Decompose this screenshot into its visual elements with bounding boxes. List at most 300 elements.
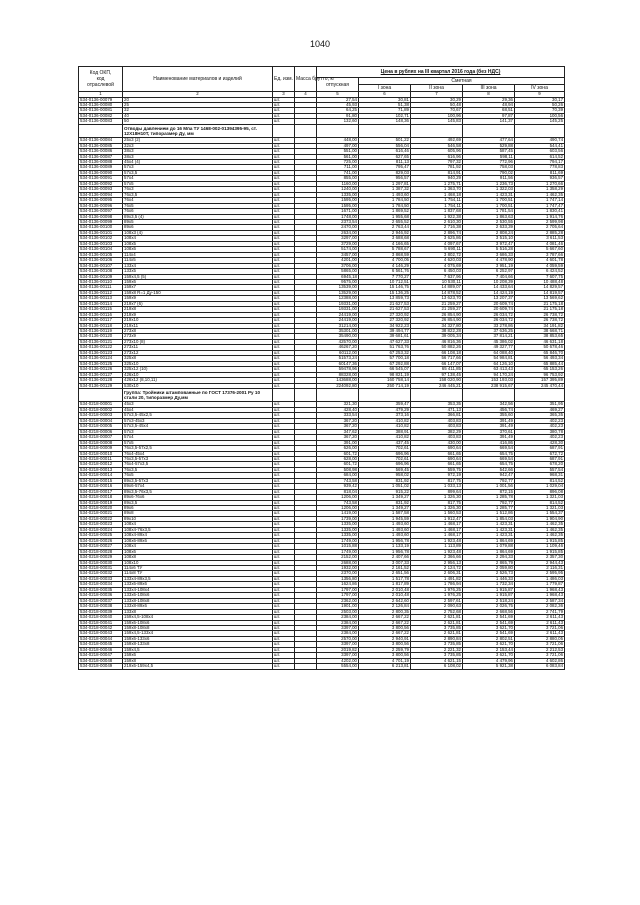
price-zone-cell: 7 637,96 — [411, 274, 463, 279]
code-cell: 534-0218-00028 — [79, 549, 123, 554]
code-cell: 534-0136-00109 — [79, 274, 123, 279]
price-zone-cell: 2 642,60 — [359, 598, 411, 603]
code-cell: 534-0218-00027 — [79, 544, 123, 549]
price-zone-cell: 38 668,71 — [515, 329, 565, 334]
price-zone-cell: 781,92 — [411, 165, 463, 170]
price-zone-cell: 605,96 — [411, 149, 463, 154]
price-zone-cell: 46 816,36 — [411, 339, 463, 344]
price-zone-cell: 65 885,44 — [515, 361, 565, 366]
price-zone-cell: 3 621,70 — [463, 642, 515, 647]
price-zone-cell: 246 445,21 — [411, 383, 463, 388]
code-cell: 534-0218-00040 — [79, 615, 123, 620]
price-zone-cell: 3 688,68 — [359, 236, 411, 241]
price-zone-cell: 1 423,31 — [463, 192, 515, 197]
unit-cell: шт. — [273, 97, 295, 102]
price-zone-cell: 616,96 — [411, 154, 463, 159]
code-cell: 534-0136-00096 — [79, 203, 123, 208]
group-empty-cell — [273, 389, 295, 402]
price-zone-cell: 402,23 — [515, 435, 565, 440]
unit-cell: шт. — [273, 119, 295, 124]
price-zone-cell: 2 651,56 — [359, 571, 411, 576]
price-selling-cell: 391,00 — [317, 440, 359, 445]
name-cell: 159x6-133x6 — [123, 636, 273, 641]
unit-cell: шт. — [273, 566, 295, 571]
price-zone-cell: 1 079,88 — [463, 544, 515, 549]
name-cell: 133x8-108x8 — [123, 598, 273, 603]
unit-cell: шт. — [273, 361, 295, 366]
price-zone-cell: 4 700,05 — [359, 258, 411, 263]
price-zone-cell: 1 322,03 — [463, 187, 515, 192]
price-zone-cell: 2 153,44 — [463, 647, 515, 652]
group-empty-cell — [411, 389, 463, 402]
price-zone-cell: 3 007,33 — [359, 560, 411, 565]
price-zone-cell: 831,92 — [359, 478, 411, 483]
name-cell: 108x5 — [123, 241, 273, 246]
price-selling-cell: 1335,00 — [317, 192, 359, 197]
name-cell: 273x11 — [123, 345, 273, 350]
name-cell: 89x6 — [123, 225, 273, 230]
price-zone-cell: 1 976,25 — [411, 593, 463, 598]
code-cell: 534-0218-00001 — [79, 402, 123, 407]
code-cell: 534-0136-00083 — [79, 119, 123, 124]
price-zone-cell: 2 541,69 — [463, 631, 515, 636]
price-zone-cell: 669,54 — [463, 456, 515, 461]
code-cell: 534-0136-00120 — [79, 334, 123, 339]
name-cell: 219x7 (6) — [123, 301, 273, 306]
price-zone-cell: 67 253,32 — [359, 350, 411, 355]
unit-cell: шт. — [273, 263, 295, 268]
name-cell: 114x8 ТУ — [123, 571, 273, 576]
code-cell: 534-0136-00081 — [79, 108, 123, 113]
price-zone-cell: 391,49 — [463, 418, 515, 423]
price-zone-cell: 370,61 — [463, 429, 515, 434]
price-selling-cell: 4201,00 — [317, 258, 359, 263]
price-selling-cell: 1356,80 — [317, 576, 359, 581]
price-zone-cell: 6 450,03 — [411, 269, 463, 274]
price-table — [78, 66, 565, 670]
name-cell: 219x6-159x4,5 — [123, 664, 273, 669]
price-zone-cell: 942,47 — [463, 473, 515, 478]
price-zone-cell: 872,15 — [463, 489, 515, 494]
name-cell: 38x3 — [123, 149, 273, 154]
price-zone-cell: 94 170,24 — [463, 372, 515, 377]
code-cell: 534-0218-00008 — [79, 440, 123, 445]
price-selling-cell: 1797,00 — [317, 593, 359, 598]
price-zone-cell: 2 716,38 — [411, 225, 463, 230]
price-zone-cell: 1 297,81 — [359, 181, 411, 186]
price-zone-cell: 2 610,30 — [411, 219, 463, 224]
code-cell: 534-0136-00117 — [79, 318, 123, 323]
price-zone-cell: 64 088,40 — [463, 350, 515, 355]
price-zone-cell: 501,22 — [359, 138, 411, 143]
price-zone-cell: 2 082,36 — [515, 604, 565, 609]
price-zone-cell: 1 784,50 — [359, 198, 411, 203]
price-zone-cell: 654,75 — [463, 451, 515, 456]
price-zone-cell: 2 752,68 — [411, 609, 463, 614]
price-zone-cell: 50,26 — [515, 102, 565, 107]
name-cell: 325x10 — [123, 361, 273, 366]
price-zone-cell: 4 075,69 — [411, 263, 463, 268]
price-zone-cell: 687,91 — [515, 446, 565, 451]
price-zone-cell: 1 817,89 — [359, 582, 411, 587]
price-selling-cell: 601,72 — [317, 462, 359, 467]
name-cell: 108x4-76x3,5 — [123, 527, 273, 532]
name-cell: 133x4-89x3,5 — [123, 576, 273, 581]
code-cell: 534-0136-00082 — [79, 113, 123, 118]
price-selling-cell: 2362,00 — [317, 598, 359, 603]
name-cell: 45x4 (4) — [123, 159, 273, 164]
header-unit: Ед. изм. — [273, 67, 295, 92]
group-title: Группа: Тройники штампованные по ГОСТ 17376-2001 Ру 10 стали 20, типоразмер Ду,мм — [123, 389, 273, 402]
code-cell: 534-0136-00127 — [79, 372, 123, 377]
name-cell: 108x4 — [123, 544, 273, 549]
code-cell: 534-0218-00038 — [79, 604, 123, 609]
unit-cell: шт. — [273, 334, 295, 339]
name-cell: 57x3 — [123, 429, 273, 434]
price-zone-cell: 26 738,72 — [515, 318, 565, 323]
price-zone-cell: 1 956,78 — [359, 549, 411, 554]
price-zone-cell: 21 627,53 — [359, 301, 411, 306]
code-cell: 534-0218-00002 — [79, 407, 123, 412]
price-zone-cell: 14 819,57 — [515, 290, 565, 295]
price-zone-cell: 2 621,81 — [411, 615, 463, 620]
price-zone-cell: 1 358,29 — [515, 187, 565, 192]
price-zone-cell: 936,57 — [515, 176, 565, 181]
price-selling-cell: 855,00 — [317, 176, 359, 181]
price-zone-cell: 614,52 — [515, 154, 565, 159]
price-zone-cell: 38 853,65 — [515, 334, 565, 339]
group-empty-cell — [463, 124, 515, 137]
price-selling-cell: 2470,00 — [317, 225, 359, 230]
price-zone-cell: 145,25 — [515, 119, 565, 124]
price-zone-cell: 2 366,66 — [411, 555, 463, 560]
price-zone-cell: 47 627,33 — [359, 339, 411, 344]
code-cell: 534-0136-00118 — [79, 323, 123, 328]
price-zone-cell: 14 829,57 — [515, 285, 565, 290]
unit-cell: шт. — [273, 533, 295, 538]
code-cell: 534-0218-00032 — [79, 571, 123, 576]
price-selling-cell: 132,60 — [317, 119, 359, 124]
price-zone-cell: 21 175,18 — [515, 307, 565, 312]
name-cell: 108x4 — [123, 522, 273, 527]
price-zone-cell: 2 705,64 — [515, 225, 565, 230]
name-cell: 159x6 — [123, 279, 273, 284]
name-cell: 159x8-108x8 — [123, 626, 273, 631]
name-cell: 76x3,5-57x3 — [123, 456, 273, 461]
price-zone-cell: 829,03 — [359, 170, 411, 175]
price-selling-cell: 1160,00 — [317, 181, 359, 186]
name-cell: 219x9 — [123, 312, 273, 317]
code-cell: 534-0136-00101 — [79, 230, 123, 235]
price-zone-cell: 10 712,51 — [359, 279, 411, 284]
price-zone-cell: 2 621,81 — [411, 631, 463, 636]
price-zone-cell: 2 611,43 — [515, 631, 565, 636]
price-zone-cell: 2 667,22 — [359, 615, 411, 620]
header-code — [79, 67, 123, 92]
price-selling-cell: 60112,00 — [317, 350, 359, 355]
name-cell: 57x3,5-45x4 — [123, 424, 273, 429]
price-zone-cell: 402,23 — [515, 424, 565, 429]
price-zone-cell: 1 462,35 — [515, 522, 565, 527]
price-selling-cell: 2019,82 — [317, 647, 359, 652]
unit-cell: шт. — [273, 269, 295, 274]
price-selling-cell: 64,25 — [317, 108, 359, 113]
price-zone-cell: 1 955,68 — [359, 214, 411, 219]
name-cell: 57x3,5-45x2,5 — [123, 413, 273, 418]
price-zone-cell: 2 633,39 — [463, 225, 515, 230]
header-estimated: Сметная — [359, 78, 565, 85]
code-cell: 534-0136-00113 — [79, 296, 123, 301]
code-cell: 534-0218-00006 — [79, 429, 123, 434]
unit-cell: шт. — [273, 296, 295, 301]
price-zone-cell: 598,11 — [463, 154, 515, 159]
price-zone-cell: 557,54 — [515, 467, 565, 472]
price-zone-cell: 2 896,74 — [411, 230, 463, 235]
price-zone-cell: 469,27 — [515, 407, 565, 412]
name-cell: 32x3 — [123, 143, 273, 148]
price-zone-cell: 1 493,60 — [359, 522, 411, 527]
price-zone-cell: 437,45 — [359, 440, 411, 445]
column-number: 8 — [463, 92, 515, 98]
price-zone-cell: 14 433,64 — [463, 285, 515, 290]
code-cell: 534-0136-00122 — [79, 345, 123, 350]
price-zone-cell: 2 890,84 — [411, 636, 463, 641]
unit-cell: шт. — [273, 367, 295, 372]
price-zone-cell: 1 512,86 — [463, 511, 515, 516]
name-cell: 76x4-57x3,5 — [123, 462, 273, 467]
code-cell: 534-0136-00086 — [79, 149, 123, 154]
unit-cell: шт. — [273, 489, 295, 494]
price-selling-cell: 3297,00 — [317, 236, 359, 241]
price-zone-cell: 1 462,35 — [515, 533, 565, 538]
price-selling-cell: 60147,36 — [317, 361, 359, 366]
price-zone-cell: 2 808,24 — [463, 230, 515, 235]
price-zone-cell: 50 678,46 — [515, 345, 565, 350]
unit-cell: шт. — [273, 187, 295, 192]
unit-cell: шт. — [273, 522, 295, 527]
price-zone-cell: 2 597,61 — [411, 598, 463, 603]
price-zone-cell: 342,56 — [463, 402, 515, 407]
price-selling-cell: 3397,00 — [317, 626, 359, 631]
unit-cell: шт. — [273, 274, 295, 279]
price-zone-cell: 529,88 — [463, 143, 515, 148]
price-zone-cell: 1 051,02 — [359, 484, 411, 489]
price-zone-cell: 2 221,32 — [411, 647, 463, 652]
unit-cell: шт. — [273, 192, 295, 197]
code-cell: 534-0136-00126 — [79, 367, 123, 372]
price-zone-cell: 1 275,71 — [411, 181, 463, 186]
price-zone-cell: 37 814,21 — [463, 334, 515, 339]
code-cell: 534-0218-00015 — [79, 478, 123, 483]
price-zone-cell: 3 800,56 — [359, 642, 411, 647]
price-selling-cell: 3397,00 — [317, 653, 359, 658]
code-cell: 534-0136-00111 — [79, 285, 123, 290]
code-cell: 534-0136-00085 — [79, 143, 123, 148]
price-selling-cell: 2370,00 — [317, 571, 359, 576]
code-cell: 534-0218-00036 — [79, 593, 123, 598]
name-cell: 76x5 — [123, 203, 273, 208]
price-zone-cell: 1 869,52 — [359, 209, 411, 214]
header-price-title: Цена в рублях на III квартал 2016 года (без НДС) — [317, 67, 565, 78]
price-zone-cell: 7 770,27 — [359, 274, 411, 279]
price-zone-cell: 1 109,46 — [515, 544, 565, 549]
column-number: 1 — [79, 92, 123, 98]
code-cell: 534-0136-00107 — [79, 263, 123, 268]
price-zone-cell: 1 423,31 — [463, 522, 515, 527]
unit-cell: шт. — [273, 418, 295, 423]
name-cell: 40 — [123, 113, 273, 118]
price-zone-cell: 3 721,06 — [515, 626, 565, 631]
unit-cell: шт. — [273, 279, 295, 284]
price-zone-cell: 678,20 — [515, 462, 565, 467]
price-zone-cell: 1 387,32 — [359, 187, 411, 192]
unit-cell: шт. — [273, 258, 295, 263]
unit-cell: шт. — [273, 225, 295, 230]
price-selling-cell: 5174,00 — [317, 247, 359, 252]
price-zone-cell: 1 285,78 — [463, 495, 515, 500]
code-cell: 534-0136-00098 — [79, 214, 123, 219]
price-selling-cell: 321,30 — [317, 402, 359, 407]
price-zone-cell: 351,95 — [515, 402, 565, 407]
price-zone-cell: 3 621,70 — [463, 653, 515, 658]
name-cell: 76x4 — [123, 198, 273, 203]
name-cell: 108x6 — [123, 247, 273, 252]
price-zone-cell: 1 468,17 — [411, 533, 463, 538]
price-zone-cell: 3 721,06 — [515, 653, 565, 658]
price-zone-cell: 814,91 — [411, 170, 463, 175]
code-cell: 534-0218-00037 — [79, 598, 123, 603]
price-zone-cell: 3 972,47 — [463, 241, 515, 246]
unit-cell: шт. — [273, 143, 295, 148]
price-selling-cell: 1015,88 — [317, 544, 359, 549]
code-cell: 534-0218-00049 — [79, 664, 123, 669]
price-zone-cell: 690,64 — [411, 456, 463, 461]
price-zone-cell: 1 923,48 — [411, 538, 463, 543]
price-zone-cell: 27 320,92 — [359, 318, 411, 323]
price-zone-cell: 70,67 — [411, 108, 463, 113]
price-zone-cell: 1 976,25 — [411, 587, 463, 592]
header-zone-4: IV зона — [515, 85, 565, 92]
unit-cell: шт. — [273, 609, 295, 614]
unit-cell: шт. — [273, 329, 295, 334]
price-zone-cell: 1 781,54 — [463, 209, 515, 214]
price-zone-cell: 2 587,34 — [515, 598, 565, 603]
price-zone-cell: 2 668,56 — [463, 609, 515, 614]
unit-cell: шт. — [273, 339, 295, 344]
price-zone-cell: 3 686,33 — [463, 252, 515, 257]
unit-cell: шт. — [273, 467, 295, 472]
price-zone-cell: 817,75 — [411, 500, 463, 505]
unit-cell: шт. — [273, 198, 295, 203]
price-zone-cell: 3 868,59 — [359, 252, 411, 257]
price-zone-cell: 157 395,89 — [515, 378, 565, 383]
price-zone-cell: 34 327,80 — [411, 323, 463, 328]
code-cell: 534-0218-00039 — [79, 609, 123, 614]
code-cell: 534-0218-00029 — [79, 555, 123, 560]
column-number: 3 — [273, 92, 295, 98]
name-cell: 159x8 R=1 Ду-150 — [123, 290, 273, 295]
unit-cell: шт. — [273, 446, 295, 451]
price-zone-cell: 2 294,33 — [463, 555, 515, 560]
price-zone-cell: 57 700,18 — [359, 356, 411, 361]
unit-cell: шт. — [273, 407, 295, 412]
unit-cell: шт. — [273, 307, 295, 312]
price-zone-cell: 797,32 — [411, 159, 463, 164]
price-zone-cell: 2 090,63 — [411, 604, 463, 609]
price-zone-cell: 1 113,89 — [411, 544, 463, 549]
price-selling-cell: 725,00 — [317, 159, 359, 164]
price-zone-cell: 13 569,62 — [515, 296, 565, 301]
group-empty-cell — [515, 124, 565, 137]
name-cell: 57x4 — [123, 435, 273, 440]
price-zone-cell: 4 478,90 — [463, 258, 515, 263]
price-selling-cell: 1901,00 — [317, 604, 359, 609]
price-zone-cell: 587,45 — [463, 149, 515, 154]
price-zone-cell: 958,02 — [359, 473, 411, 478]
price-zone-cell: 1 493,60 — [359, 533, 411, 538]
table-row — [79, 664, 565, 669]
price-zone-cell: 1 321,03 — [515, 506, 565, 511]
price-zone-cell: 3 800,56 — [359, 626, 411, 631]
group-empty-cell — [295, 389, 317, 402]
price-zone-cell: 97,87 — [463, 113, 515, 118]
price-zone-cell: 34 191,82 — [515, 323, 565, 328]
price-zone-cell: 21 259,27 — [411, 301, 463, 306]
price-zone-cell: 1 486,03 — [515, 576, 565, 581]
mass-cell — [295, 664, 317, 669]
price-selling-cell: 626,00 — [317, 446, 359, 451]
price-selling-cell: 12388,00 — [317, 296, 359, 301]
price-zone-cell: 1 915,87 — [463, 593, 515, 598]
price-zone-cell: 1 326,30 — [411, 506, 463, 511]
price-selling-cell: 35301,00 — [317, 329, 359, 334]
price-zone-cell: 382,29 — [411, 429, 463, 434]
price-zone-cell: 2 667,22 — [359, 631, 411, 636]
unit-cell: шт. — [273, 378, 295, 383]
name-cell: 325x12 (10) — [123, 367, 273, 372]
price-zone-cell: 616,46 — [359, 149, 411, 154]
price-selling-cell: 3397,00 — [317, 642, 359, 647]
price-zone-cell: 546,58 — [411, 143, 463, 148]
price-zone-cell: 26 854,90 — [411, 318, 463, 323]
code-cell: 534-0218-00022 — [79, 516, 123, 521]
code-cell: 534-0136-00112 — [79, 290, 123, 295]
price-zone-cell: 46 631,18 — [515, 339, 565, 344]
price-zone-cell: 430,00 — [411, 440, 463, 445]
price-zone-cell: 27 320,92 — [359, 312, 411, 317]
code-cell: 534-0218-00021 — [79, 511, 123, 516]
price-selling-cell: 31214,00 — [317, 323, 359, 328]
price-zone-cell: 1 747,14 — [515, 198, 565, 203]
name-cell: 219x10 — [123, 318, 273, 323]
price-zone-cell: 778,83 — [515, 165, 565, 170]
name-cell: 114x5 — [123, 258, 273, 263]
price-selling-cell: 1932,00 — [317, 566, 359, 571]
price-zone-cell: 353,35 — [411, 402, 463, 407]
code-cell: 534-0218-00009 — [79, 446, 123, 451]
code-cell: 534-0218-00016 — [79, 484, 123, 489]
code-cell: 534-0218-00013 — [79, 467, 123, 472]
code-cell: 534-0136-00103 — [79, 241, 123, 246]
price-zone-cell: 2 606,31 — [411, 571, 463, 576]
price-zone-cell: 2 940,91 — [359, 636, 411, 641]
price-zone-cell: 1 864,69 — [463, 538, 515, 543]
unit-cell: шт. — [273, 511, 295, 516]
code-cell: 534-0218-00024 — [79, 527, 123, 532]
price-zone-cell: 1 493,60 — [359, 527, 411, 532]
price-zone-cell: 2 946,92 — [359, 230, 411, 235]
price-zone-cell: 814,52 — [515, 478, 565, 483]
